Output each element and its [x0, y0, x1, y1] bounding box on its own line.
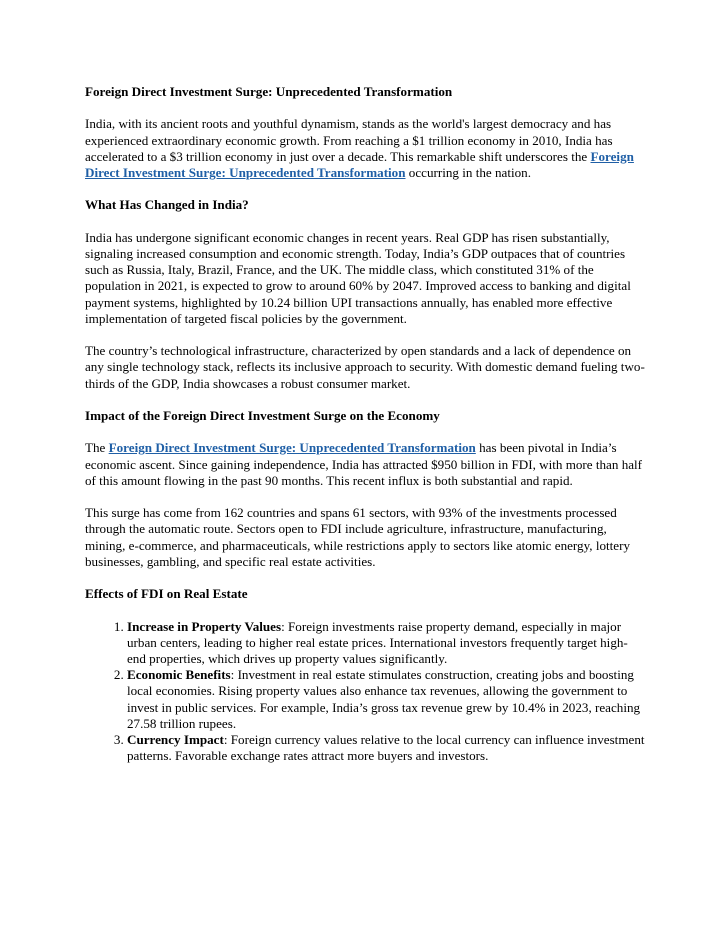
impact-text-before: The [85, 440, 109, 456]
what-changed-paragraph-2: The country’s technological infrastructure, characterized by open standards and a lack of dependence on any single technology stack, reflects its inclusive approach to security. With domestic demand fueling two-thirds of the GDP, India showcases a robust consumer market. [85, 343, 645, 391]
spacer [85, 327, 645, 343]
list-item-term: Currency Impact [127, 731, 224, 747]
list-item-term: Increase in Property Values [127, 618, 282, 634]
real-estate-effects-list [85, 619, 645, 765]
intro-text-after: occurring in the nation. [405, 165, 531, 180]
document-page [85, 84, 645, 764]
section-heading-real-estate: Effects of FDI on Real Estate [85, 586, 248, 602]
spacer [85, 424, 645, 440]
list-item-text: : Foreign investments raise property demand, especially in major urban centers, leading to higher real estate prices. International investors frequently target high-end properties, which drives up property values significantly. [127, 618, 628, 666]
spacer [85, 181, 645, 197]
list-item-text: : Foreign currency values relative to the local currency can influence investment patterns. Favorable exchange rates attract more buyers and investors. [127, 731, 645, 764]
list-item [127, 732, 645, 764]
impact-fdi-link[interactable]: Foreign Direct Investment Surge: Unprecedented Transformation [108, 440, 476, 456]
spacer [85, 392, 645, 408]
spacer [85, 489, 645, 505]
section-heading-impact: Impact of the Foreign Direct Investment Surge on the Economy [85, 407, 440, 423]
what-changed-paragraph-1: India has undergone significant economic changes in recent years. Real GDP has risen substantially, signaling increased consumption and economic strength. Today, India’s GDP outpaces that of countries such as Russia, Italy, Brazil, France, and the UK. The middle class, which constituted 31% of the population in 2021, is expected to grow to around 60% by 2047. Improved access to banking and digital payment systems, highlighted by 10.24 billion UPI transactions annually, has enabled more effective implementation of targeted fiscal policies by the government. [85, 229, 631, 326]
spacer [85, 214, 645, 230]
impact-paragraph-2: This surge has come from 162 countries and spans 61 sectors, with 93% of the investments processed through the automatic route. Sectors open to FDI include agriculture, infrastructure, manufacturing, mining, e-commerce, and pharmaceuticals, while restrictions apply to sectors like atomic energy, lottery businesses, gambling, and specific real estate activities. [85, 505, 631, 569]
impact-text-after: has been pivotal in India’s economic ascent. Since gaining independence, India has attracted $950 billion in FDI, with more than half of this amount flowing in the past 90 months. This recent influx is both substantial and rapid. [85, 440, 643, 488]
document-title: Foreign Direct Investment Surge: Unprecedented Transformation [85, 84, 453, 99]
section-heading-what-changed: What Has Changed in India? [85, 197, 249, 213]
list-item-text: : Investment in real estate stimulates construction, creating jobs and boosting local economies. Rising property values also enhance tax revenues, allowing the government to invest in public services. For example, India’s gross tax revenue grew by 10.4% in 2023, reaching 27.58 trillion rupees. [127, 667, 641, 731]
intro-fdi-link[interactable]: Foreign Direct Investment Surge: Unprecedented Transformation [85, 148, 634, 180]
intro-text-before: India, with its ancient roots and youthful dynamism, stands as the world's largest democracy and has experienced extraordinary economic growth. From reaching a $1 trillion economy in 2010, India has accelerated to a $3 trillion economy in just over a decade. This remarkable shift underscores the [85, 116, 613, 164]
spacer [85, 602, 645, 618]
spacer [85, 100, 645, 116]
spacer [85, 570, 645, 586]
impact-paragraph-1 [85, 440, 645, 489]
list-item [127, 667, 645, 732]
intro-paragraph [85, 116, 645, 181]
list-item-term: Economic Benefits [127, 667, 231, 683]
list-item [127, 619, 645, 668]
